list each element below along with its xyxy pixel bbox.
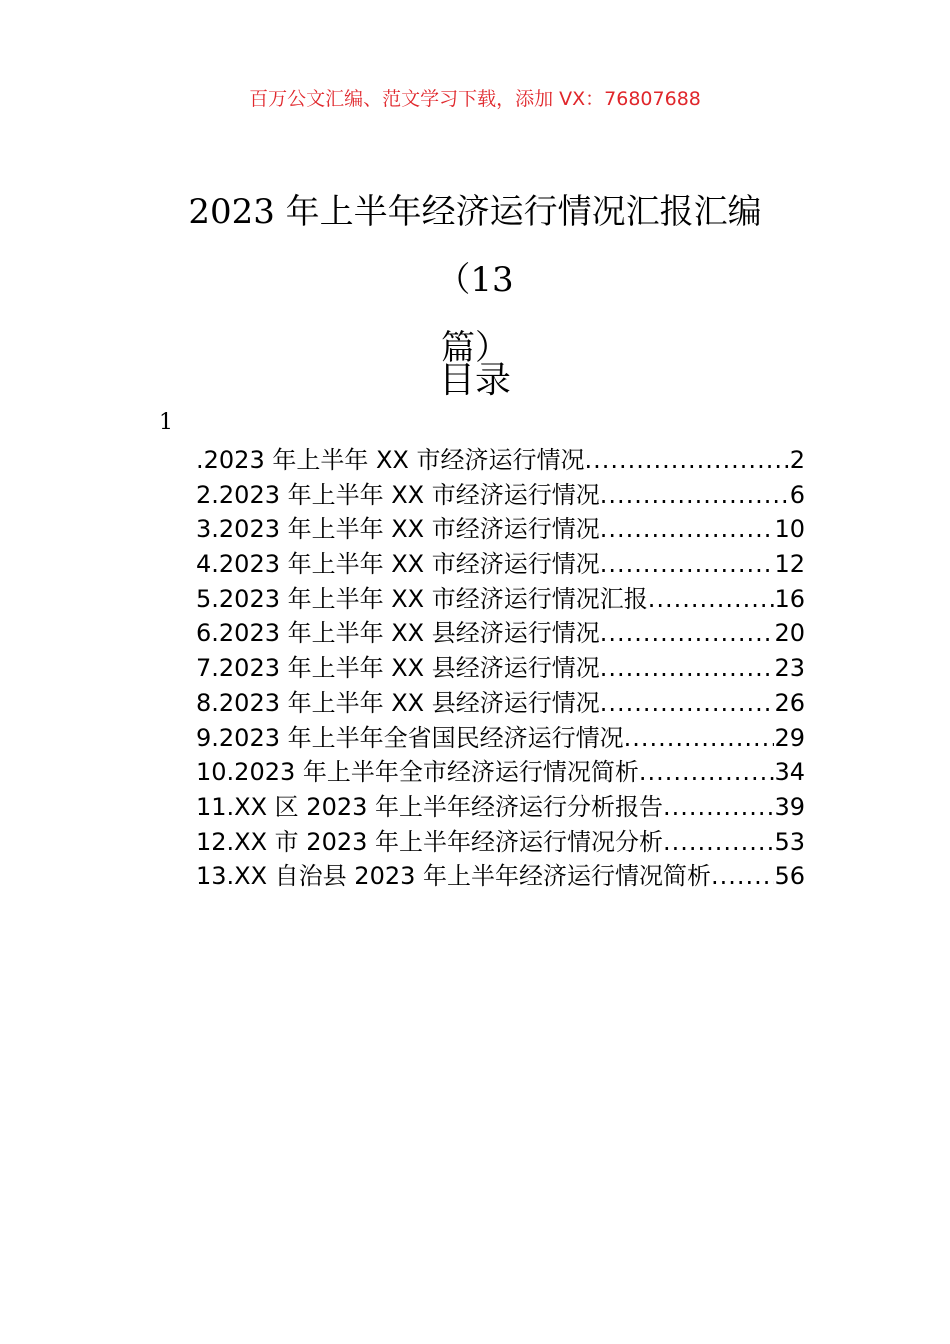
toc-entry[interactable] [196, 825, 805, 860]
toc-entry[interactable] [196, 755, 805, 790]
dot-leader [600, 478, 790, 513]
toc-entry[interactable] [196, 859, 805, 894]
toc-entry[interactable] [196, 651, 805, 686]
dot-leader [600, 686, 775, 721]
toc-entry-title: 10.2023 年上半年全市经济运行情况简析 [196, 758, 639, 787]
toc-entry-page: 39 [774, 792, 805, 821]
download-banner: 百万公文汇编、范文学习下载，添加 VX：76807688 [249, 88, 701, 110]
toc-entry-title: 9.2023 年上半年全省国民经济运行情况 [196, 723, 624, 752]
dot-leader [600, 616, 775, 651]
toc-entry[interactable] [196, 547, 805, 582]
toc-heading: 目录 [438, 360, 511, 401]
title-line-2: 篇） [441, 328, 509, 368]
toc-entry-title: 6.2023 年上半年 XX 县经济运行情况 [196, 619, 600, 648]
toc-entry-page: 6 [789, 480, 805, 509]
toc-entry-title: 13.XX 自治县 2023 年上半年经济运行情况简析 [196, 862, 712, 891]
toc-entry-page: 2 [789, 446, 805, 474]
toc-entry[interactable] [196, 790, 805, 825]
dot-leader [663, 825, 774, 860]
dot-leader [600, 512, 775, 547]
toc-entry-title: 7.2023 年上半年 XX 县经济运行情况 [196, 654, 600, 683]
toc-entry-title: 12.XX 市 2023 年上半年经济运行情况分析 [196, 827, 664, 856]
dot-leader [624, 721, 775, 756]
toc-entry-title: .2023 年上半年 XX 市经济运行情况 [196, 446, 585, 474]
toc-entry[interactable] [196, 721, 805, 756]
toc-entry-page: 16 [774, 584, 805, 613]
toc-entry-page: 23 [774, 654, 805, 683]
dot-leader [639, 755, 775, 790]
toc-entry[interactable] [196, 478, 805, 513]
toc-entry-page: 26 [774, 688, 805, 717]
toc-entry-title: 11.XX 区 2023 年上半年经济运行分析报告 [196, 792, 664, 821]
dot-leader [711, 859, 774, 894]
toc-entry[interactable] [196, 686, 805, 721]
toc-entry-page: 20 [774, 619, 805, 648]
dot-leader [600, 547, 775, 582]
toc-entry-page: 34 [774, 758, 805, 787]
title-line-1: 2023 年上半年经济运行情况汇报汇编（13 [188, 192, 762, 300]
toc-entry-title: 8.2023 年上半年 XX 县经济运行情况 [196, 688, 600, 717]
dot-leader [648, 582, 775, 617]
toc-entry-title: 2.2023 年上半年 XX 市经济运行情况 [196, 480, 600, 509]
toc-entry-page: 12 [774, 550, 805, 579]
dot-leader [600, 651, 775, 686]
toc-entry-number: 1 [159, 410, 173, 435]
toc-entry-page: 56 [774, 862, 805, 891]
dot-leader [663, 790, 774, 825]
toc-entry-page: 10 [774, 515, 805, 544]
toc-entry[interactable] [196, 616, 805, 651]
toc-entry[interactable] [196, 512, 805, 547]
toc-entry-page: 53 [774, 827, 805, 856]
toc-entry[interactable] [196, 582, 805, 617]
table-of-contents [196, 443, 805, 894]
toc-entry[interactable] [196, 443, 805, 478]
toc-entry-page: 29 [774, 723, 805, 752]
toc-entry-title: 4.2023 年上半年 XX 市经济运行情况 [196, 550, 600, 579]
toc-entry-title: 5.2023 年上半年 XX 市经济运行情况汇报 [196, 584, 648, 613]
dot-leader [584, 443, 789, 478]
toc-entry-title: 3.2023 年上半年 XX 市经济运行情况 [196, 515, 600, 544]
